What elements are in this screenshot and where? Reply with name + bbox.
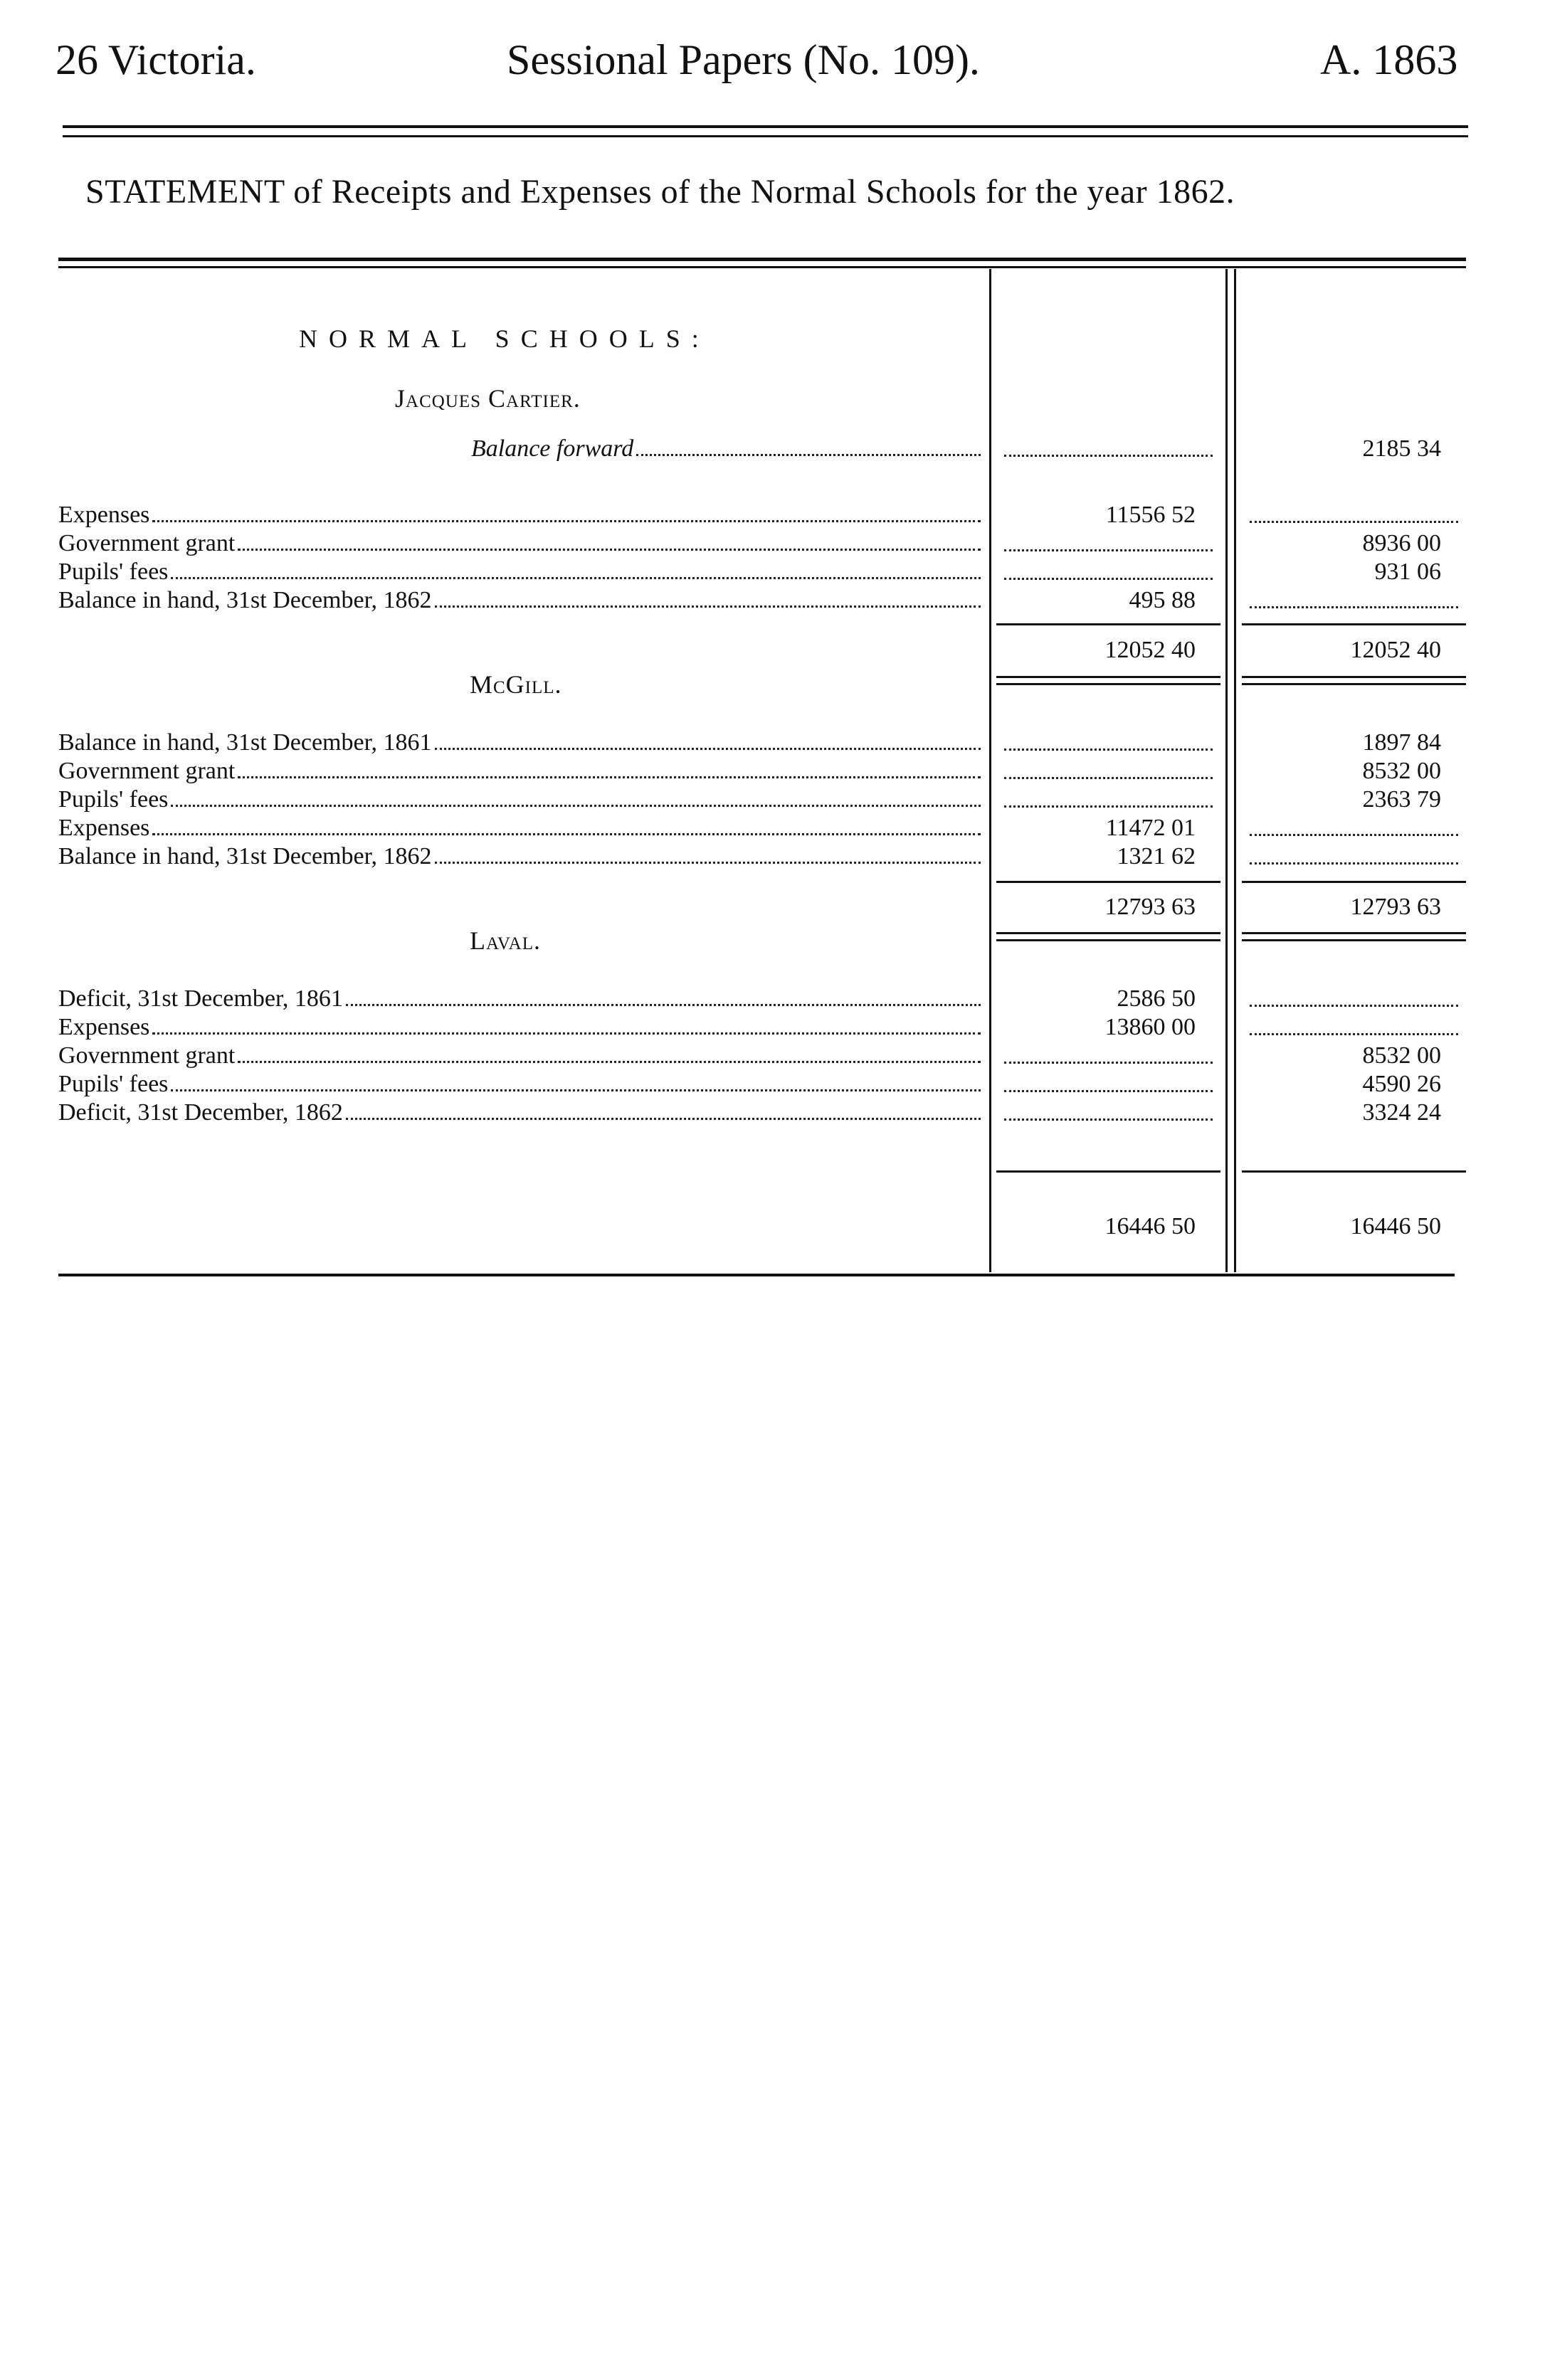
amount: 1321 62 [1117, 843, 1196, 869]
amount: 495 88 [1129, 587, 1196, 613]
amount: 8532 00 [1362, 1042, 1441, 1069]
credit-cell [1245, 729, 1462, 756]
amount: 3324 24 [1362, 1099, 1441, 1126]
credit-cell [1245, 530, 1462, 557]
row-label: Government grant [58, 530, 236, 556]
amount: 2185 34 [1362, 435, 1441, 462]
leader-dots [171, 1089, 981, 1091]
row-label: Deficit, 31st December, 1862 [58, 1099, 343, 1126]
amount: 13860 00 [1104, 1014, 1196, 1040]
section-heading: McGill. [470, 670, 562, 699]
leader-dots [435, 862, 981, 864]
table-row [58, 758, 984, 785]
table-row [58, 559, 984, 586]
debit-cell [1000, 1014, 1217, 1041]
total-rule-debit [996, 623, 1220, 625]
table-row [58, 1071, 984, 1098]
debit-cell [1000, 530, 1217, 557]
debit-cell [1000, 1071, 1217, 1098]
row-label: Deficit, 31st December, 1861 [58, 985, 343, 1012]
leader-dots [1250, 1033, 1458, 1035]
leader-dots [1004, 749, 1213, 751]
leader-dots [1004, 805, 1213, 808]
table-row [58, 843, 984, 870]
debit-cell [1000, 758, 1217, 785]
table-row [58, 786, 984, 813]
header-rule-bottom [63, 135, 1468, 137]
credit-cell [1245, 1099, 1462, 1126]
leader-dots [1004, 1118, 1213, 1121]
credit-cell [1245, 843, 1462, 870]
table-row [58, 1014, 984, 1041]
debit-cell [1000, 729, 1217, 756]
total-credit [1245, 894, 1462, 921]
table-row [58, 985, 984, 1012]
debit-cell [1000, 1042, 1217, 1069]
leader-dots [1250, 862, 1458, 864]
debit-cell [1000, 502, 1217, 529]
row-label: Balance in hand, 31st December, 1862 [58, 587, 432, 613]
leader-dots [171, 805, 981, 807]
leader-dots [238, 549, 981, 551]
double-rule-debit [996, 939, 1220, 941]
double-rule-debit [996, 676, 1220, 678]
amount: 11556 52 [1105, 502, 1196, 528]
table-row [58, 1042, 984, 1069]
total-debit [1000, 1213, 1217, 1240]
credit-cell [1245, 1071, 1462, 1098]
table-row [471, 435, 984, 462]
row-label: Government grant [58, 1042, 236, 1069]
debit-cell [1000, 1099, 1217, 1126]
row-label: Expenses [58, 502, 150, 528]
double-rule-debit [996, 932, 1220, 934]
row-label: Expenses [58, 1014, 150, 1040]
amount: 12793 63 [1104, 894, 1196, 920]
credit-cell [1245, 1042, 1462, 1069]
table-row [58, 1099, 984, 1126]
leader-dots [1250, 1005, 1458, 1007]
debit-cell [1000, 786, 1217, 813]
leader-dots [152, 833, 981, 835]
leader-dots [435, 748, 981, 750]
amount: 8532 00 [1362, 758, 1441, 784]
leader-dots [346, 1118, 981, 1120]
amount: 16446 50 [1104, 1213, 1196, 1239]
leader-dots [1004, 549, 1213, 551]
credit-cell [1245, 435, 1462, 462]
table-row [58, 815, 984, 842]
section-heading: Laval. [470, 926, 541, 955]
debit-cell [1000, 559, 1217, 586]
table-row [58, 502, 984, 529]
total-rule-credit [1242, 623, 1466, 625]
leader-dots [1250, 521, 1458, 523]
leader-dots [1250, 606, 1458, 608]
row-label: Balance in hand, 31st December, 1861 [58, 729, 432, 756]
debit-cell [1000, 985, 1217, 1012]
total-credit [1245, 1213, 1462, 1240]
total-rule-credit [1242, 1170, 1466, 1173]
section-heading: Jacques Cartier. [395, 384, 581, 413]
leader-dots [152, 1032, 981, 1035]
credit-cell [1245, 1014, 1462, 1041]
amount: 1897 84 [1362, 729, 1441, 756]
row-label: Pupils' fees [58, 1071, 169, 1097]
credit-cell [1245, 985, 1462, 1012]
double-rule-credit [1242, 683, 1466, 685]
amount: 16446 50 [1350, 1213, 1441, 1239]
total-debit [1000, 894, 1217, 921]
double-rule-debit [996, 683, 1220, 685]
debit-cell [1000, 435, 1217, 462]
row-label: Government grant [58, 758, 236, 784]
credit-cell [1245, 502, 1462, 529]
double-rule-credit [1242, 676, 1466, 678]
leader-dots [1250, 834, 1458, 836]
row-label: Balance in hand, 31st December, 1862 [58, 843, 432, 869]
leader-dots [238, 1061, 981, 1063]
table-top-rule [58, 258, 1466, 261]
total-credit [1245, 637, 1462, 664]
amount: 12793 63 [1350, 894, 1441, 920]
row-label: Pupils' fees [58, 786, 169, 813]
total-rule-credit [1242, 881, 1466, 883]
leader-dots [346, 1004, 981, 1006]
leader-dots [636, 454, 981, 456]
credit-cell [1245, 815, 1462, 842]
credit-cell [1245, 758, 1462, 785]
debit-cell [1000, 815, 1217, 842]
leader-dots [171, 577, 981, 579]
header-right: A. 1863 [1320, 36, 1458, 83]
amount: 12052 40 [1104, 637, 1196, 663]
leader-dots [152, 520, 981, 522]
table-row [58, 587, 984, 614]
total-rule-debit [996, 881, 1220, 883]
header-rule-top [63, 125, 1468, 128]
total-rule-debit [996, 1170, 1220, 1173]
statement-title: STATEMENT of Receipts and Expenses of the Normal Schools for the year 1862. [85, 173, 1235, 211]
table-row [58, 530, 984, 557]
leader-dots [1004, 455, 1213, 457]
header-left: 26 Victoria. [56, 36, 256, 83]
credit-cell [1245, 559, 1462, 586]
column-divider-mid-2 [1234, 269, 1236, 1272]
row-label: Pupils' fees [58, 559, 169, 585]
leader-dots [1004, 1090, 1213, 1092]
table-row [58, 729, 984, 756]
normal-schools-heading: NORMAL SCHOOLS: [299, 324, 710, 353]
leader-dots [1004, 1062, 1213, 1064]
leader-dots [1004, 777, 1213, 779]
amount: 931 06 [1374, 559, 1441, 585]
table-bottom-rule [58, 1274, 1455, 1276]
amount: 8936 00 [1362, 530, 1441, 556]
debit-cell [1000, 587, 1217, 614]
column-divider-left [989, 269, 991, 1272]
table-top-rule-thin [58, 266, 1466, 268]
amount: 12052 40 [1350, 637, 1441, 663]
column-divider-mid-1 [1225, 269, 1228, 1272]
credit-cell [1245, 786, 1462, 813]
header-center: Sessional Papers (No. 109). [507, 36, 980, 83]
amount: 11472 01 [1105, 815, 1196, 841]
total-debit [1000, 637, 1217, 664]
debit-cell [1000, 843, 1217, 870]
amount: 4590 26 [1362, 1071, 1441, 1097]
leader-dots [238, 776, 981, 778]
double-rule-credit [1242, 939, 1466, 941]
amount: 2586 50 [1117, 985, 1196, 1012]
row-label: Expenses [58, 815, 150, 841]
double-rule-credit [1242, 932, 1466, 934]
credit-cell [1245, 587, 1462, 614]
amount: 2363 79 [1362, 786, 1441, 813]
row-label: Balance forward [471, 435, 634, 462]
leader-dots [1004, 578, 1213, 580]
leader-dots [435, 605, 981, 608]
